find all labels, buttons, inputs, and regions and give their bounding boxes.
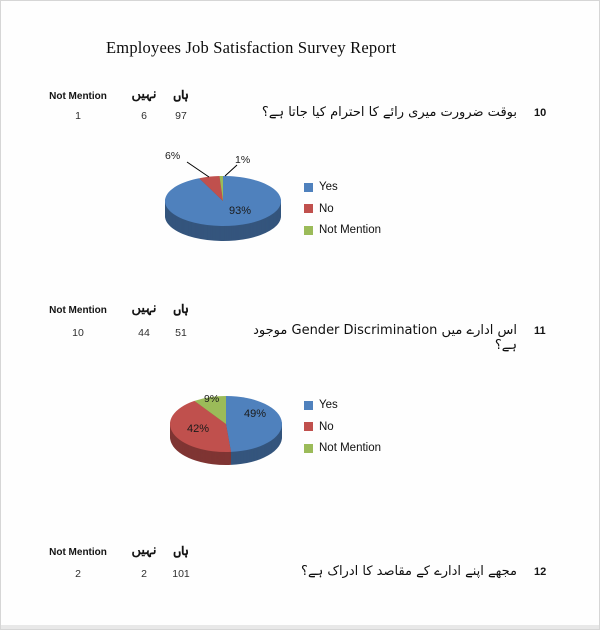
q12-not-mention-count: 2 <box>75 568 81 580</box>
legend-swatch-not-mention <box>304 444 313 453</box>
q10-no-count: 6 <box>141 110 147 122</box>
column-header-not-mention: Not Mention <box>49 547 107 558</box>
column-header-no-urdu: نہیں <box>131 86 157 101</box>
legend-label-no: No <box>319 420 334 433</box>
column-header-yes-urdu: ہاں <box>173 543 189 558</box>
q10-pct-yes: 93% <box>229 205 252 217</box>
q10-pct-no: 6% <box>165 150 181 162</box>
pie-chart-q11 <box>151 382 301 494</box>
legend-item-no <box>304 421 381 433</box>
q12-no-count: 2 <box>141 568 147 580</box>
legend-q11 <box>304 399 381 464</box>
callout-line-not-mention <box>225 165 237 176</box>
q12-yes-count: 101 <box>172 568 190 580</box>
q11-question-number: 11 <box>534 325 546 337</box>
legend-swatch-yes <box>304 401 313 410</box>
q11-pct-no: 42% <box>187 423 210 435</box>
legend-item-not-mention <box>304 442 381 454</box>
legend-item-no <box>304 203 381 215</box>
column-header-not-mention: Not Mention <box>49 305 107 316</box>
q11-no-count: 44 <box>138 327 150 339</box>
legend-item-yes <box>304 399 381 411</box>
column-header-yes-urdu: ہاں <box>173 87 189 102</box>
column-header-yes-urdu: ہاں <box>173 301 189 316</box>
legend-swatch-yes <box>304 183 313 192</box>
q10-question-text: بوقت ضرورت میری رائے کا احترام کیا جاتا ہے؟ <box>261 105 517 120</box>
q11-yes-count: 51 <box>175 327 187 339</box>
q12-question-text: مجھے اپنے ادارے کے مقاصد کا ادراک ہے؟ <box>301 564 517 579</box>
legend-swatch-no <box>304 204 313 213</box>
legend-label-not-mention: Not Mention <box>319 442 382 454</box>
q10-yes-count: 97 <box>175 110 187 122</box>
column-header-no-urdu: نہیں <box>131 542 157 557</box>
legend-label-yes: Yes <box>319 399 338 411</box>
q10-not-mention-count: 1 <box>75 110 81 122</box>
legend-swatch-no <box>304 422 313 431</box>
q10-pct-not-mention: 1% <box>235 154 251 166</box>
q11-not-mention-count: 10 <box>72 327 84 339</box>
q12-question-number: 12 <box>534 566 547 578</box>
legend-q10 <box>304 181 381 246</box>
page-bottom-edge <box>1 625 599 629</box>
q10-question-number: 10 <box>534 107 547 119</box>
legend-swatch-not-mention <box>304 226 313 235</box>
q11-pct-not-mention: 9% <box>204 393 220 405</box>
q11-question-text: اس ادارے میں Gender Discrimination موجود ہے؟ <box>253 323 517 353</box>
legend-item-not-mention <box>304 224 381 236</box>
legend-label-yes: Yes <box>319 181 338 193</box>
legend-label-no: No <box>319 202 334 215</box>
q11-pct-yes: 49% <box>244 408 267 420</box>
legend-label-not-mention: Not Mention <box>319 224 382 236</box>
legend-item-yes <box>304 181 381 193</box>
column-header-no-urdu: نہیں <box>131 300 157 315</box>
column-header-not-mention: Not Mention <box>49 91 107 102</box>
callout-line-no <box>187 162 209 177</box>
page-title: Employees Job Satisfaction Survey Report <box>106 38 397 57</box>
